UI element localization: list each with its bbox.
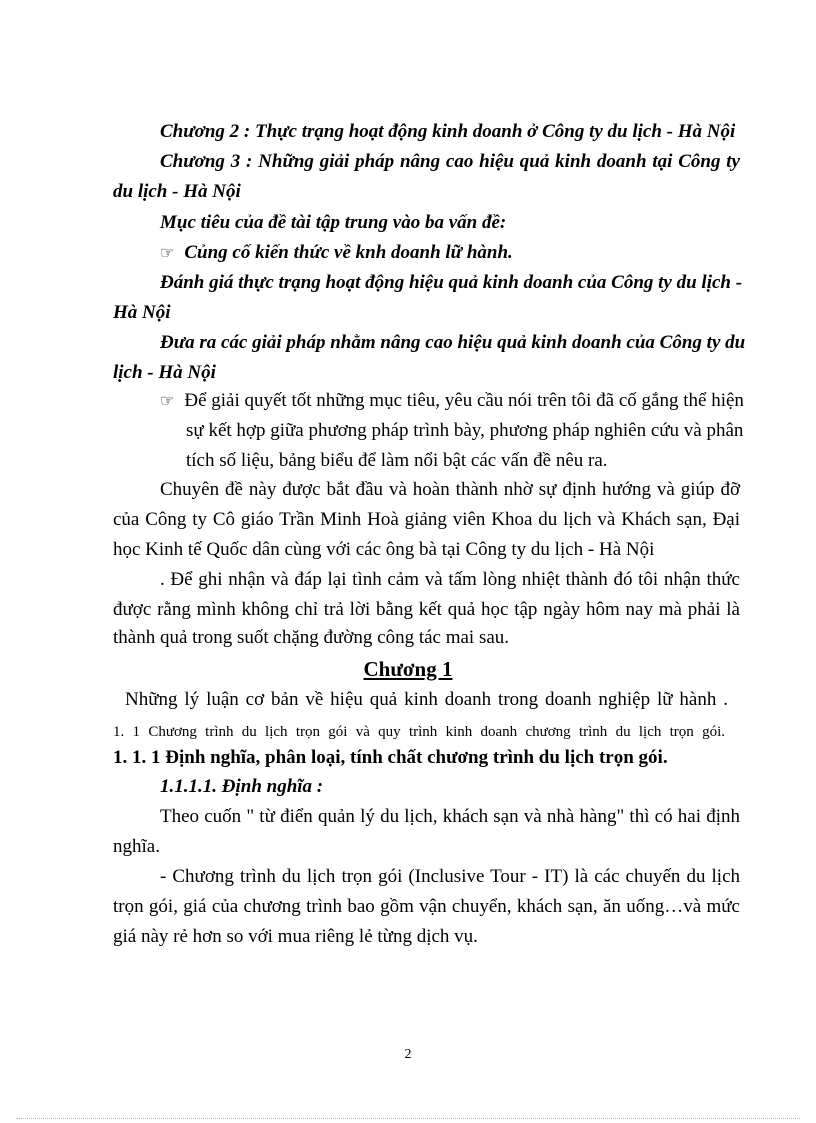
it-definition-line-1: - Chương trình du lịch trọn gói (Inclusive Tour - IT) là các chuyến du lịch xyxy=(160,866,740,887)
chapter-2-line: Chương 2 : Thực trạng hoạt động kinh doanh ở Công ty du lịch - Hà Nội xyxy=(160,121,736,142)
definition-line-1: Theo cuốn " từ điển quản lý du lịch, khách sạn và nhà hàng" thì có hai định xyxy=(160,806,740,827)
ack-paragraph-line-4: . Để ghi nhận và đáp lại tình cảm và tấm lòng nhiệt thành đó tôi nhận thức xyxy=(160,569,740,590)
section-1-1-1-1: 1.1.1.1. Định nghĩa : xyxy=(160,776,324,797)
objective-2-cont: Hà Nội xyxy=(113,302,171,323)
method-paragraph-line-1: ☞ Để giải quyết tốt những mục tiêu, yêu cầu nói trên tôi đã cố gắng thể hiện xyxy=(160,389,740,414)
pointing-hand-icon: ☞ xyxy=(160,245,175,262)
definition-line-2: nghĩa. xyxy=(113,836,160,857)
chapter-heading: Chương 1 xyxy=(363,657,453,681)
objectives-heading: Mục tiêu của đề tài tập trung vào ba vấn đề: xyxy=(160,212,507,233)
objective-3: Đưa ra các giải pháp nhằm nâng cao hiệu quả kinh doanh của Công ty du xyxy=(160,332,746,353)
it-definition-line-3: giá này rẻ hơn so với mua riêng lẻ từng dịch vụ. xyxy=(113,926,478,947)
section-1-1-1: 1. 1. 1 Định nghĩa, phân loại, tính chất chương trình du lịch trọn gói. xyxy=(113,747,668,768)
pointing-hand-icon: ☞ xyxy=(160,393,175,410)
section-1-1: 1. 1 Chương trình du lịch trọn gói và quy trình kinh doanh chương trình du lịch trọn gói. xyxy=(113,724,725,740)
page-number: 2 xyxy=(404,1047,412,1062)
objective-3-cont: lịch - Hà Nội xyxy=(113,362,216,383)
method-paragraph-line-2: sự kết hợp giữa phương pháp trình bày, phương pháp nghiên cứu và phân xyxy=(186,420,744,441)
ack-paragraph-line-3: học Kinh tế Quốc dân cùng với các ông bà tại Công ty du lịch - Hà Nội xyxy=(113,539,655,560)
objective-2: Đánh giá thực trạng hoạt động hiệu quả kinh doanh của Công ty du lịch - xyxy=(160,272,743,293)
objective-1-text: Củng cố kiến thức về knh doanh lữ hành. xyxy=(184,242,513,263)
page-break-divider xyxy=(16,1118,800,1119)
ack-paragraph-line-6: thành quả trong suốt chặng đường công tác mai sau. xyxy=(113,627,510,648)
ack-paragraph-line-2: của Công ty Cô giáo Trần Minh Hoà giảng viên Khoa du lịch và Khách sạn, Đại xyxy=(113,509,740,530)
it-definition-line-2: trọn gói, giá của chương trình bao gồm vận chuyển, khách sạn, ăn uống…và mức xyxy=(113,896,740,917)
chapter-3-line-cont: du lịch - Hà Nội xyxy=(113,181,241,202)
ack-paragraph-line-5: được rằng mình không chỉ trả lời bằng kết quả học tập ngày hôm nay mà phải là xyxy=(113,599,740,620)
chapter-3-line: Chương 3 : Những giải pháp nâng cao hiệu quả kinh doanh tại Công ty xyxy=(160,151,740,172)
method-paragraph-line-3: tích số liệu, bảng biểu để làm nổi bật các vấn đề nêu ra. xyxy=(186,450,608,471)
chapter-subtitle: Những lý luận cơ bản về hiệu quả kinh doanh trong doanh nghiệp lữ hành . xyxy=(125,689,728,710)
ack-paragraph-line-1: Chuyên đề này được bắt đầu và hoàn thành nhờ sự định hướng và giúp đỡ xyxy=(160,479,740,500)
objective-1 xyxy=(160,241,513,266)
